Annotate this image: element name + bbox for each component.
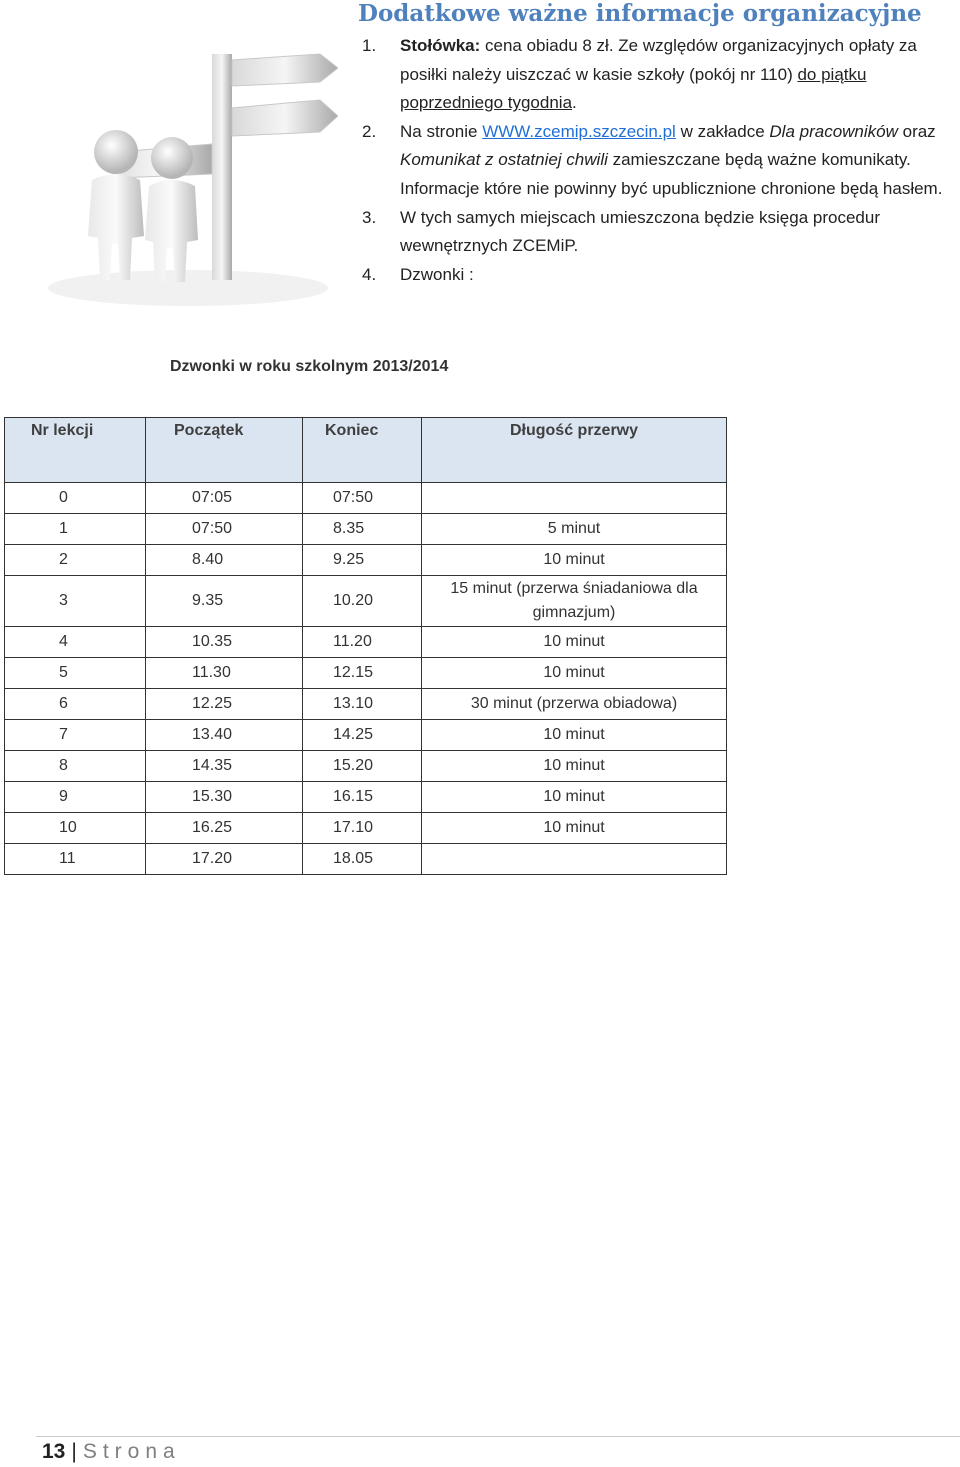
table-row — [5, 483, 727, 514]
tab-name-employees: Dla pracowników — [769, 121, 898, 141]
header-break-length: Długość przerwy — [422, 418, 727, 483]
cell-nr: 10 — [5, 813, 146, 844]
bell-schedule-table — [4, 417, 727, 875]
list-number: 3. — [362, 207, 377, 227]
cell-start: 11.30 — [146, 658, 303, 689]
cell-start: 8.40 — [146, 545, 303, 576]
cell-nr: 9 — [5, 782, 146, 813]
cell-end: 8.35 — [303, 514, 422, 545]
cell-start: 07:50 — [146, 514, 303, 545]
page-label: Strona — [82, 1440, 181, 1463]
table-row — [5, 720, 727, 751]
cell-start: 17.20 — [146, 844, 303, 875]
cell-start: 07:05 — [146, 483, 303, 514]
cell-end: 18.05 — [303, 844, 422, 875]
cell-break: 15 minut (przerwa śniadaniowa dla gimnazjum) — [422, 576, 727, 627]
cell-end: 16.15 — [303, 782, 422, 813]
cell-nr: 8 — [5, 751, 146, 782]
website-text: zamieszczane będą ważne komunikaty. Informacje które nie powinny być upublicznione chronione będą hasłem. — [400, 150, 943, 198]
list-item-procedures — [360, 204, 960, 261]
cell-end: 9.25 — [303, 545, 422, 576]
cell-nr: 2 — [5, 545, 146, 576]
cell-nr: 7 — [5, 720, 146, 751]
cell-break: 10 minut — [422, 627, 727, 658]
footer-divider — [36, 1436, 960, 1437]
page-number: 13 — [42, 1440, 66, 1463]
table-row — [5, 751, 727, 782]
header-start: Początek — [146, 418, 303, 483]
cell-nr: 1 — [5, 514, 146, 545]
cell-start: 10.35 — [146, 627, 303, 658]
list-item-bells — [360, 261, 960, 290]
list-number: 4. — [362, 264, 377, 284]
cell-start: 14.35 — [146, 751, 303, 782]
table-row — [5, 813, 727, 844]
table-header-row — [5, 418, 727, 483]
cell-start: 16.25 — [146, 813, 303, 844]
cell-break: 10 minut — [422, 751, 727, 782]
website-link[interactable]: WWW.zcemip.szczecin.pl — [482, 121, 676, 141]
cell-nr: 6 — [5, 689, 146, 720]
table-row — [5, 627, 727, 658]
table-row — [5, 545, 727, 576]
cell-end: 11.20 — [303, 627, 422, 658]
cell-start: 15.30 — [146, 782, 303, 813]
signpost-figures-illustration — [48, 40, 338, 310]
canteen-label: Stołówka: — [400, 36, 481, 55]
cell-break — [422, 483, 727, 514]
list-item-canteen — [360, 32, 960, 118]
page-footer — [42, 1440, 181, 1464]
cell-start: 13.40 — [146, 720, 303, 751]
website-text: Na stronie — [400, 121, 483, 141]
cell-break: 10 minut — [422, 658, 727, 689]
table-row — [5, 689, 727, 720]
cell-nr: 11 — [5, 844, 146, 875]
cell-nr: 3 — [5, 576, 146, 627]
table-row — [5, 514, 727, 545]
cell-break: 10 minut — [422, 545, 727, 576]
cell-break: 5 minut — [422, 514, 727, 545]
cell-start: 9.35 — [146, 576, 303, 627]
bell-table-title: Dzwonki w roku szkolnym 2013/2014 — [170, 358, 449, 375]
cell-end: 15.20 — [303, 751, 422, 782]
list-item-website — [360, 118, 960, 204]
tab-name-announcement: Komunikat z ostatniej chwili — [400, 150, 608, 170]
cell-nr: 0 — [5, 483, 146, 514]
table-row — [5, 782, 727, 813]
header-end: Koniec — [303, 418, 422, 483]
cell-break — [422, 844, 727, 875]
cell-end: 14.25 — [303, 720, 422, 751]
page-heading: Dodatkowe ważne informacje organizacyjne — [358, 0, 922, 27]
cell-end: 12.15 — [303, 658, 422, 689]
cell-break: 10 minut — [422, 782, 727, 813]
cell-end: 07:50 — [303, 483, 422, 514]
cell-end: 10.20 — [303, 576, 422, 627]
procedures-text: W tych samych miejscach umieszczona będzie księga procedur wewnętrznych ZCEMiP. — [400, 207, 880, 256]
header-lesson-number: Nr lekcji — [5, 418, 146, 483]
table-row — [5, 576, 727, 627]
payment-deadline: do piątku poprzedniego tygodnia — [400, 64, 867, 113]
table-row — [5, 844, 727, 875]
cell-nr: 5 — [5, 658, 146, 689]
bells-text: Dzwonki : — [400, 264, 474, 284]
canteen-text: cena obiadu 8 zł. Ze względów organizacyjnych opłaty za posiłki należy uiszczać w kasie szkoły (pokój nr 110) — [400, 36, 917, 84]
footer-separator: | — [71, 1440, 77, 1463]
canteen-text-end: . — [572, 93, 577, 113]
list-number: 1. — [362, 36, 377, 55]
cell-break: 10 minut — [422, 720, 727, 751]
cell-end: 17.10 — [303, 813, 422, 844]
cell-break: 10 minut — [422, 813, 727, 844]
website-text: oraz — [897, 121, 936, 141]
table-row — [5, 658, 727, 689]
website-text: w zakładce — [675, 121, 770, 141]
cell-start: 12.25 — [146, 689, 303, 720]
cell-end: 13.10 — [303, 689, 422, 720]
info-list — [360, 32, 960, 289]
cell-break: 30 minut (przerwa obiadowa) — [422, 689, 727, 720]
list-number: 2. — [362, 121, 377, 141]
cell-nr: 4 — [5, 627, 146, 658]
